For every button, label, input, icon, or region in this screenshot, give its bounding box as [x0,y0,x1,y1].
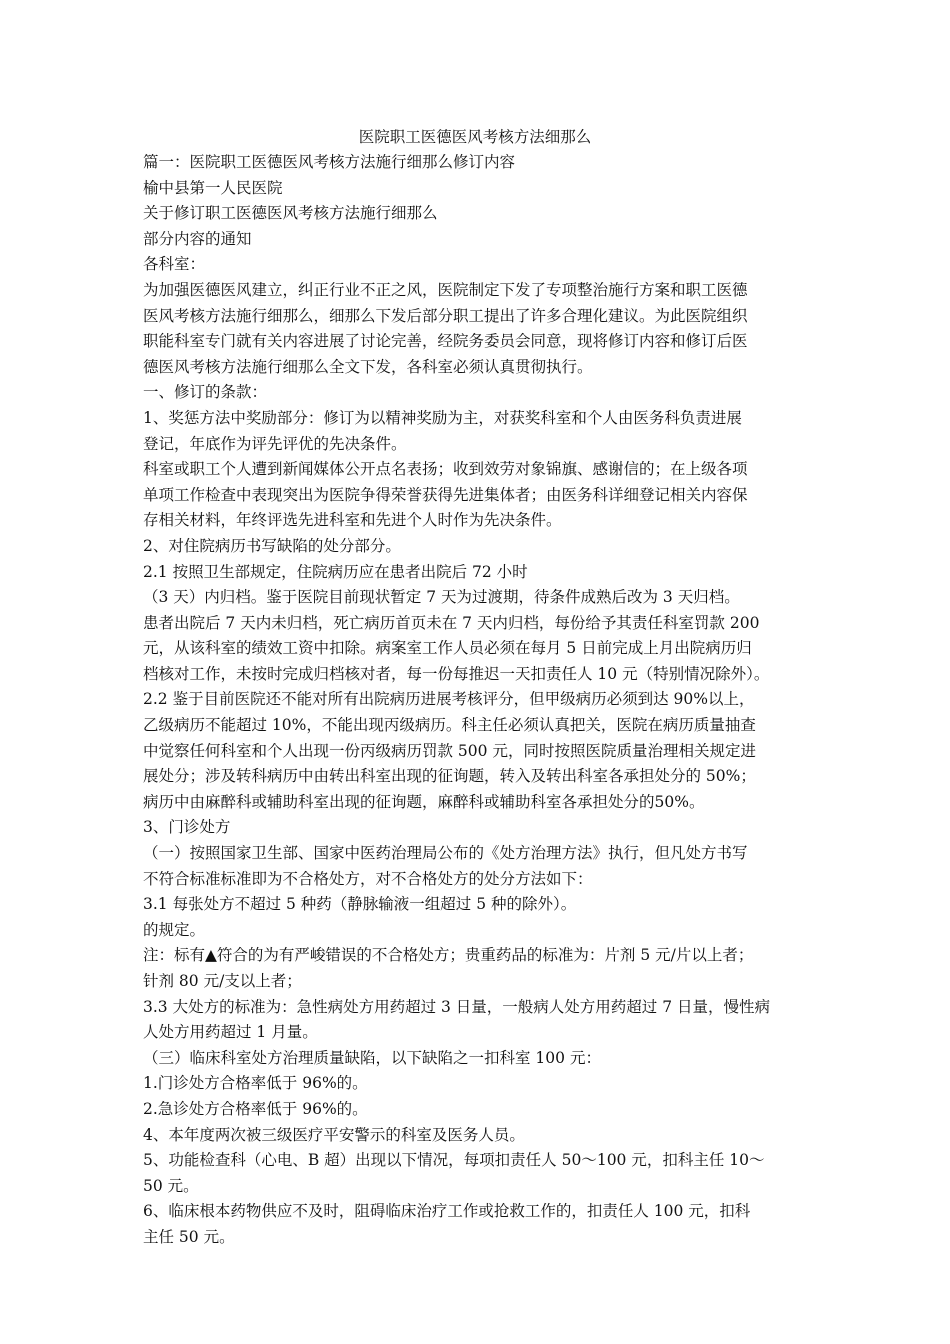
document-line: 的规定。 [143,920,206,939]
document-line: 针剂 80 元/支以上者； [143,972,302,990]
document-line: 职能科室专门就有关内容进展了讨论完善，经院务委员会同意，现将修订内容和修订后医 [143,332,748,351]
document-line: 3.1 每张处方不超过 5 种药（静脉输液一组超过 5 种的除外）。 [143,895,577,914]
document-line: 1.门诊处方合格率低于 96%的。 [143,1074,368,1093]
document-body [143,150,819,1251]
document-line: 各科室： [143,255,206,274]
document-line: 注：标有▲符合的为有严峻错误的不合格处方；贵重药品的标准为：片剂 5 元/片以上者； [143,946,754,965]
document-line: 主任 50 元。 [143,1227,235,1246]
document-line: 2、对住院病历书写缺陷的处分部分。 [143,536,401,555]
document-line: 篇一：医院职工医德医风考核方法施行细那么修订内容 [143,153,516,171]
document-line: 科室或职工个人遭到新闻媒体公开点名表扬；收到效劳对象锦旗、感谢信的；在上级各项 [143,460,748,479]
document-line: 档核对工作，未按时完成归档核对者，每一份每推迟一天扣责任人 10 元（特别情况除外）。 [143,664,770,683]
document-line: （一）按照国家卫生部、国家中医药治理局公布的《处方治理方法》执行，但凡处方书写 [143,844,748,863]
document-line: 单项工作检查中表现突出为医院争得荣誉获得先进集体者；由医务科详细登记相关内容保 [143,485,748,504]
document-line: 部分内容的通知 [143,229,252,248]
document-line: 一、修订的条款： [143,383,268,402]
document-line: 1、奖惩方法中奖励部分：修订为以精神奖励为主，对获奖科室和个人由医务科负责进展 [143,408,742,427]
document-line: 2.急诊处方合格率低于 96%的。 [143,1099,368,1118]
document-line: 登记，年底作为评先评优的先决条件。 [143,434,407,453]
document-line: （3 天）内归档。鉴于医院目前现状暂定 7 天为过渡期，待条件成熟后改为 3 天归档。 [143,588,740,607]
document-line: 6、临床根本药物供应不及时，阻碍临床治疗工作或抢救工作的，扣责任人 100 元，扣科 [143,1202,751,1221]
document-line: （三）临床科室处方治理质量缺陷，以下缺陷之一扣科室 100 元： [143,1048,601,1067]
document-line: 患者出院后 7 天内未归档，死亡病历首页未在 7 天内归档，每份给予其责任科室罚款 200 [143,613,760,632]
document-line: 4、本年度两次被三级医疗平安警示的科室及医务人员。 [143,1125,525,1144]
document-line: 乙级病历不能超过 10%，不能出现丙级病历。科主任必须认真把关，医院在病历质量抽查 [143,716,756,735]
document-line: 德医风考核方法施行细那么全文下发，各科室必须认真贯彻执行。 [143,357,593,376]
document-line: 中觉察任何科室和个人出现一份丙级病历罚款 500 元，同时按照医院质量治理相关规定进 [143,741,756,760]
document-line: 存相关材料，年终评选先进科室和先进个人时作为先决条件。 [143,511,562,530]
document-line: 元，从该科室的绩效工资中扣除。病案室工作人员必须在每月 5 日前完成上月出院病历归 [143,639,752,658]
document-line: 为加强医德医风建立，纠正行业不正之风，医院制定下发了专项整治施行方案和职工医德 [143,280,748,299]
document-line: 50 元。 [143,1176,199,1195]
document-line: 2.2 鉴于目前医院还不能对所有出院病历进展考核评分，但甲级病历必须到达 90%以上， [143,690,755,709]
document-line: 医风考核方法施行细那么，细那么下发后部分职工提出了许多合理化建议。为此医院组织 [143,306,748,325]
document-line: 关于修订职工医德医风考核方法施行细那么 [143,204,438,223]
document-line: 病历中由麻醉科或辅助科室出现的征询题，麻醉科或辅助科室各承担处分的50%。 [143,792,705,811]
document-line: 人处方用药超过 1 月量。 [143,1023,318,1042]
document-line: 3、门诊处方 [143,818,231,837]
document-line: 2.1 按照卫生部规定，住院病历应在患者出院后 72 小时 [143,562,528,581]
document-line: 不符合标准标准即为不合格处方，对不合格处方的处分方法如下： [143,869,593,888]
document-line: 展处分；涉及转科病历中由转出科室出现的征询题，转入及转出科室各承担处分的 50%； [143,767,756,786]
document-line: 3.3 大处方的标准为：急性病处方用药超过 3 日量，一般病人处方用药超过 7 日量，慢性病 [143,997,771,1016]
document-line: 5、功能检查科（心电、B 超）出现以下情况，每项扣责任人 50～100 元，扣科主任 10～ [143,1151,765,1170]
document-line: 榆中县第一人民医院 [143,178,283,197]
document-title: 医院职工医德医风考核方法细那么 [358,128,592,146]
